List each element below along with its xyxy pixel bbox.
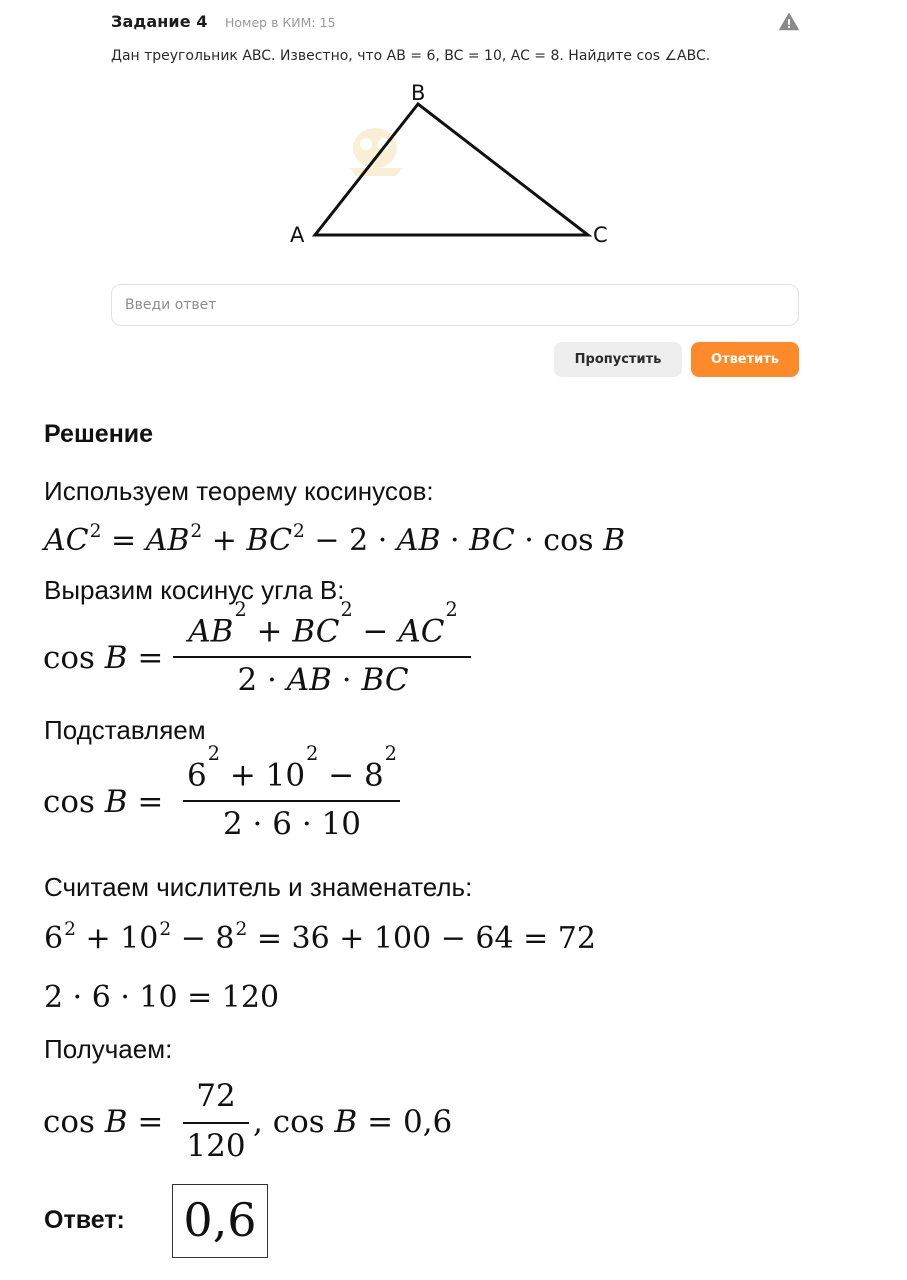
kim-number: Номер в КИМ: 15: [225, 15, 336, 30]
task-statement: Дан треугольник ABC. Известно, что AB = 6, BC = 10, AC = 8. Найдите cos ∠ABC.: [111, 48, 711, 64]
triangle-figure: [280, 72, 630, 272]
final-result: 0,6: [402, 1104, 453, 1140]
substituted-formula: cos B = $6^2 + 10^2 - 8^2$ 2 · 6 · 10: [43, 752, 423, 844]
submit-answer-button[interactable]: Ответить: [691, 342, 799, 377]
final-cos-label: cos: [43, 1104, 95, 1140]
vertex-c-label: C: [593, 223, 608, 247]
law-of-cosines-formula: $AC^2 = AB^2 + BC^2 - 2$ · AB · BC · cos B: [44, 520, 626, 558]
step3-text: Подставляем: [44, 715, 206, 745]
final-formula: cos B = 72 120 , cos B = 0,6: [43, 1078, 453, 1164]
task-title: Задание 4: [111, 12, 208, 31]
answer-value-box: 0,6: [172, 1184, 268, 1258]
final-denominator: 120: [186, 1128, 246, 1164]
step4-text: Считаем числитель и знаменатель:: [44, 872, 473, 902]
denominator-calc: 2 · 6 · 10 = 120: [44, 980, 280, 1015]
numerator-calc: $6^2 + 10^2 - 8^2 = 36 + 100 - 64 = 72$: [44, 918, 596, 956]
answer-input[interactable]: [111, 284, 799, 326]
step2-text: Выразим косинус угла B:: [44, 575, 345, 605]
vertex-a-label: A: [290, 223, 305, 247]
warning-icon[interactable]: [779, 12, 799, 32]
final-numerator: 72: [196, 1078, 236, 1114]
vertex-b-label: B: [411, 81, 426, 105]
answer-label: Ответ:: [44, 1206, 125, 1234]
step1-text: Используем теорему косинусов:: [44, 476, 434, 506]
solution-heading: Решение: [44, 420, 154, 448]
step5-text: Получаем:: [44, 1034, 173, 1064]
task-header: [111, 12, 799, 34]
numerator-calc-result: 36 + 100 − 64 = 72: [291, 921, 596, 956]
cos-formula: cos B = $AB^2 + BC^2 - AC^2$ 2 · AB · BC: [43, 610, 483, 700]
skip-button[interactable]: Пропустить: [554, 342, 682, 377]
